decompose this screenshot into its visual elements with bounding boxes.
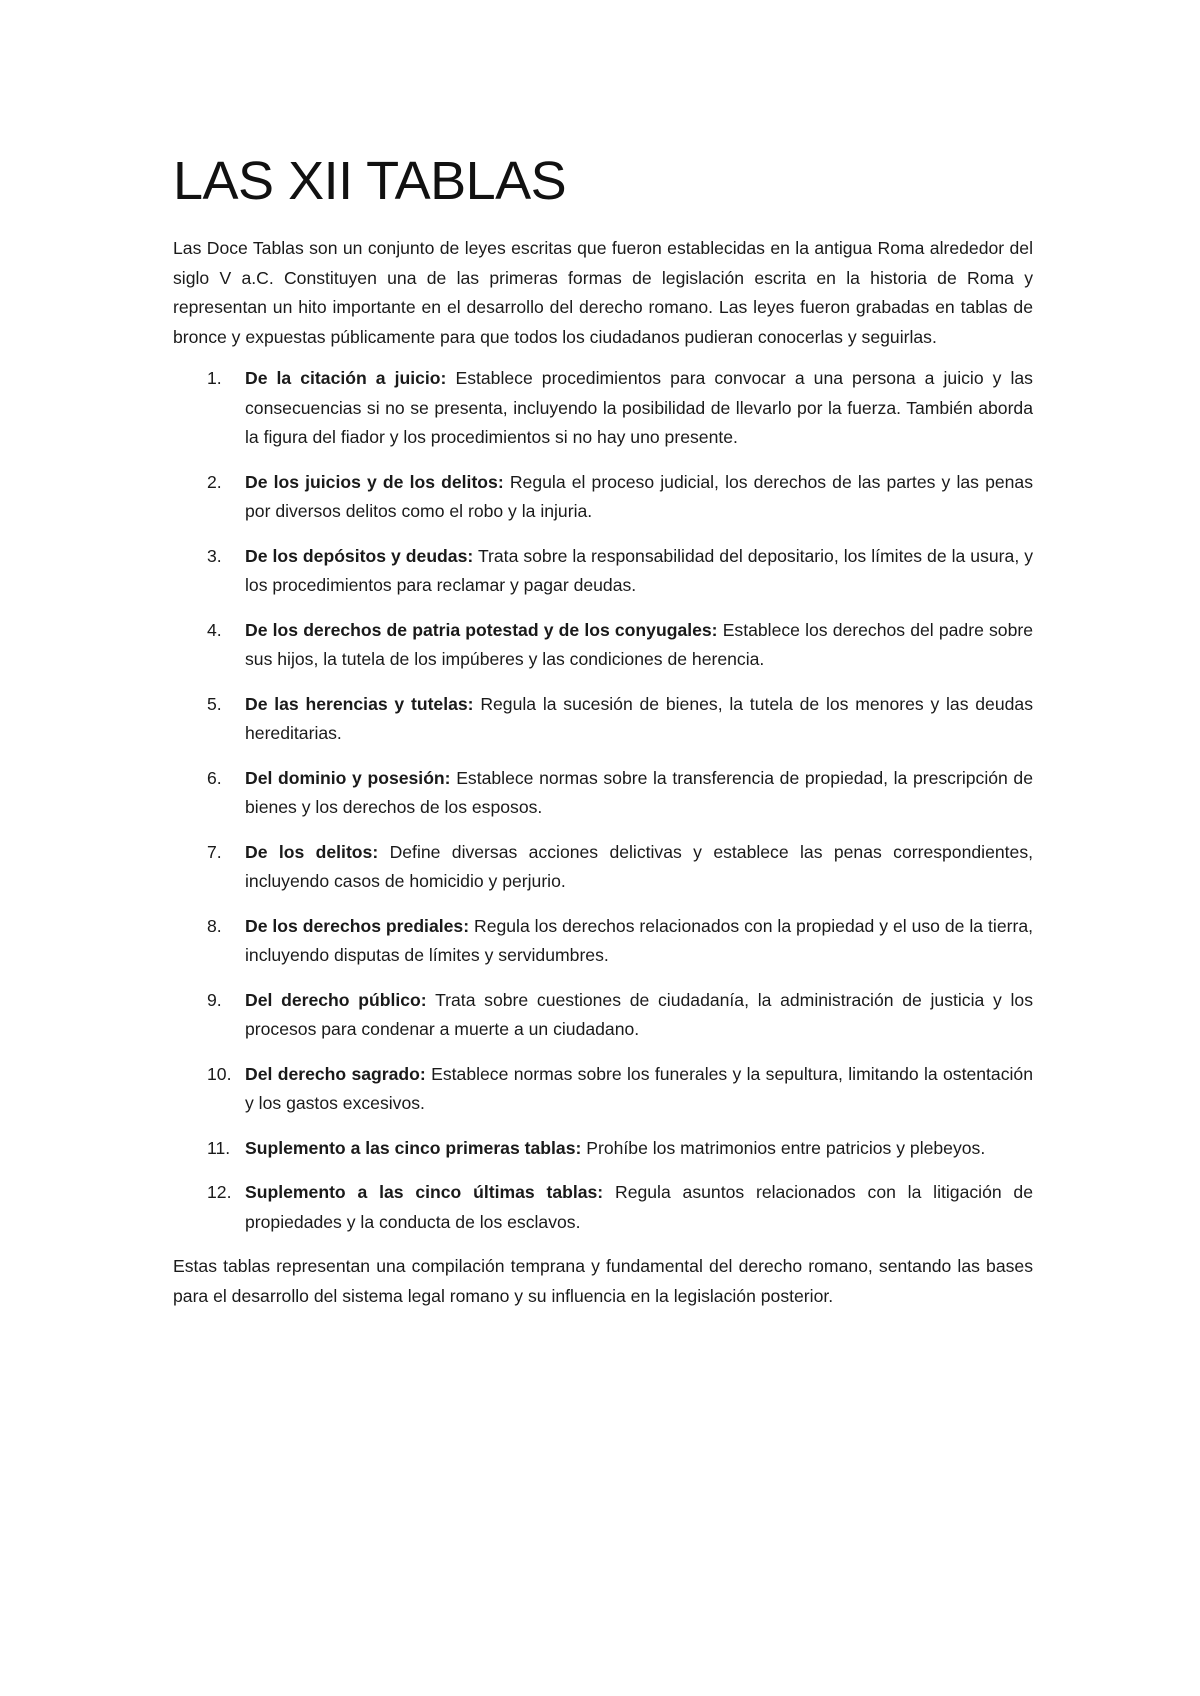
list-text: Establece normas sobre la transferencia de propiedad, la prescripción de bienes y los derechos de los esposos. — [245, 767, 1034, 818]
list-item — [173, 690, 1033, 749]
list-text: Prohíbe los matrimonios entre patricios y plebeyos. — [586, 1137, 986, 1158]
list-term: De los depósitos y deudas: — [245, 545, 474, 566]
list-number: 9. — [207, 989, 222, 1010]
list-number: 5. — [207, 693, 222, 714]
list-term: De los juicios y de los delitos: — [245, 471, 504, 492]
list-term: De los delitos: — [245, 841, 379, 862]
list-item — [173, 1060, 1033, 1119]
list-number: 11. — [207, 1137, 231, 1158]
list-number: 12. — [207, 1182, 232, 1203]
list-item — [173, 1178, 1033, 1237]
list-term: De la citación a juicio: — [245, 368, 447, 389]
list-number: 4. — [207, 619, 222, 640]
list-item — [173, 468, 1033, 527]
list-term: De los derechos prediales: — [245, 915, 470, 936]
list-text: Regula la sucesión de bienes, la tutela de los menores y las deudas hereditarias. — [245, 693, 1033, 744]
list-term: Del dominio y posesión: — [245, 767, 451, 788]
conclusion-paragraph: Estas tablas representan una compilación temprana y fundamental del derecho romano, sentando las bases para el desarrollo del sistema legal romano y su influencia en la legislación posterior. — [173, 1256, 1033, 1306]
list-item — [173, 986, 1033, 1045]
document-page — [173, 150, 1033, 1323]
list-term: Suplemento a las cinco últimas tablas: — [245, 1182, 604, 1203]
list-text: Regula asuntos relacionados con la litigación de propiedades y la conducta de los esclavos. — [245, 1182, 1034, 1232]
list-item — [173, 364, 1033, 453]
list-item — [173, 1134, 1033, 1164]
list-term: De los derechos de patria potestad y de los conyugales: — [245, 619, 718, 640]
list-item — [173, 764, 1033, 823]
list-number: 8. — [207, 915, 222, 936]
list-text: Regula los derechos relacionados con la propiedad y el uso de la tierra, incluyendo disputas de límites y servidumbres. — [245, 915, 1033, 966]
list-text: Define diversas acciones delictivas y establece las penas correspondientes, incluyendo casos de homicidio y perjurio. — [245, 841, 1034, 892]
list-term: Suplemento a las cinco primeras tablas: — [245, 1137, 582, 1158]
list-text: Regula el proceso judicial, los derechos de las partes y las penas por diversos delitos como el robo y la injuria. — [245, 471, 1034, 522]
list-number: 6. — [207, 767, 222, 788]
tables-list — [173, 364, 1033, 1237]
list-item — [173, 912, 1033, 971]
list-number: 7. — [207, 841, 222, 862]
list-text: Trata sobre la responsabilidad del depositario, los límites de la usura, y los procedimientos para reclamar y pagar deudas. — [245, 545, 1034, 596]
list-text: Establece normas sobre los funerales y la sepultura, limitando la ostentación y los gastos excesivos. — [245, 1063, 1033, 1114]
list-text: Establece procedimientos para convocar a una persona a juicio y las consecuencias si no se presenta, incluyendo la posibilidad de llevarlo por la fuerza. También aborda la figura del fiador y los procedimientos si no hay uno presente. — [245, 368, 1033, 448]
list-number: 10. — [207, 1063, 232, 1084]
document-title: LAS XII TABLAS — [173, 151, 567, 211]
list-number: 3. — [207, 545, 222, 566]
list-item — [173, 616, 1033, 675]
list-text: Establece los derechos del padre sobre sus hijos, la tutela de los impúberes y las condiciones de herencia. — [245, 619, 1034, 670]
list-term: Del derecho público: — [245, 989, 427, 1010]
list-item — [173, 838, 1033, 897]
list-text: Trata sobre cuestiones de ciudadanía, la administración de justicia y los procesos para condenar a muerte a un ciudadano. — [245, 989, 1034, 1040]
list-term: De las herencias y tutelas: — [245, 693, 474, 714]
intro-paragraph: Las Doce Tablas son un conjunto de leyes escritas que fueron establecidas en la antigua Roma alrededor del siglo V a.C. Constituyen una de las primeras formas de legislación escrita en la historia de Roma y representan un hito importante en el desarrollo del derecho romano. Las leyes fueron grabadas en tablas de bronce y expuestas públicamente para que todos los ciudadanos pudieran conocerlas y seguirlas. — [173, 238, 1033, 347]
list-item — [173, 542, 1033, 601]
list-number: 1. — [207, 368, 222, 389]
list-term: Del derecho sagrado: — [245, 1063, 426, 1084]
list-number: 2. — [207, 471, 222, 492]
